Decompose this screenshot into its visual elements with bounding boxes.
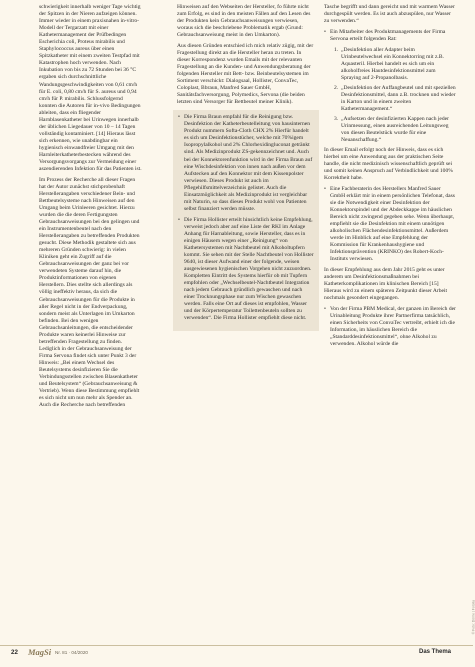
bullet-icon: •	[324, 185, 326, 192]
bullet-icon: •	[324, 28, 326, 35]
text-column-right	[324, 4, 456, 352]
text-column-middle	[177, 4, 315, 337]
list-item: • Ein Mitarbeiter des Produktmanagements der Firma Servona erteilt folgenden Rat:	[324, 28, 446, 42]
paragraph: Tasche begrifft und dann gereicht und mit warmem Wasser durchgespült werden. Es ist auch abzuspülen, nur Wasser zu verwenden.“	[324, 4, 455, 25]
issue-info: Nr. 81 · 04/2020	[55, 649, 88, 655]
page-footer	[0, 645, 473, 660]
list-item: 1. „Desinfektion aller Adapter beim Urinbeutelwechsel ein Konnektorring mit z.B. Aquasteril. Hierbei handelt es sich um ein alkoholfreies Hautdesinfektionsmittel zum Spraying auf 2-Propanolbasis.	[334, 46, 444, 81]
section-title: Das Thema	[418, 649, 451, 655]
list-item: • Die Firma Hollister erteilt hinsichtlich keine Empfehlung, verweist jedoch aber auf eine Liste der RKI im Anlage Anhang für Harnableitung, sowie Hersteller, dass es in einigen Häusern wegen einer „Reinigung“ von Kathetersystemen mit Nachtbeutel mit Alkoholtupfern kommt. Sie sehen mit der Stelle Nachtbeutel von Hollister 9640, ist dieser Aufwand einer der folgende, weisen ausgewiesenen hygienischen Vorgehen nicht zuzuordnen. Kompletten Eintritt des Systems hierfür ob mit Tupfern empfohlen oder „Wechselbeutel-Nachtbeutel Integration nach jedem Gebrauch gründlich gewaschen und nach einer Trocknungsphase nur zum Wischen gewaschen werden. Falls eine Ort auf dieses ist empfohlen, Wasser und der Körpertemperatur Toilettenbeuteln sollten zu verwenden“. Die Firma Hollister empfiehlt diese nicht.	[178, 216, 314, 322]
list-item: 3. „Aufsetzen der desinfizierten Kappen nach jeder Urinmessung, einen ausreichenden Leitungsweg von diesen Beutelstück wurde für eine Neuanschaffung.“	[334, 115, 449, 143]
manufacturer-responses-box	[173, 110, 319, 331]
numbered-list	[334, 47, 456, 144]
paragraph: schwierigkeit innerhalb weniger Tage wichtig der Spitzen in der Nieren aufzeigen können. Immer wieder in einem praxisnahen in-vitro-Modell der Tergarzatt mit einer Kathetermanagement der Prüfbedingen Escherichia coli, Proteus mirabilis und Staphylococcus aureus über einen Spitzkatheter mit einem zweiten Testpfad mit Katastrophen hoch verwenden. Nach Inkubation von bis zu 72 Stunden bei 36 °C ergaben sich durchschnittliche Wandungsgeschwindigkeiten von 0,61 cm/h für E. coli, 0,80 cm/h für S. aureus und 0,94 cm/h für P. mirabilis. Schlussfolgernd konnten die Autoren für in-vivo Bedingungen ableiten, dass ein fliegender Harnblasenkatheter bei Urinwegen innerhalb der üblichen Liegedauer von 10 – 14 Tagen vollständig kontaminiert. [14] Hieraus lässt sich erkennen, wie unabdingbar ein hygienisch einwandfreier Umgang mit den Harnleiterkatheterbestecken während des Versorgungsvorgangs zur Vermeidung einer aszendierenden Infektion für das Patienten ist.	[39, 4, 142, 173]
paragraph: Im Prozess der Recherche all dieser Fragen hat der Autor zunächst stichprobenhaft Herstellerangaben verschiedener Bein- und Bettbeutelsysteme nach Hinweisen auf den Umgang beim Urinleeren gesichtet. Hierzu wurden die die deren Fertigungsten Gebrauchsanweisungen bei den gelingen und ein Instrumentenbeutel nach den Herstellerangaben zu betreffenden Produkten gesucht. Diese Methodik gestaltete sich aus mehreren Gründen schwierig: in vielen Kliniken geht ein Zugriff auf die Gebrauchsanweisungen der ganz bei vor verwendeten Systeme darauf hin, die Produktinformationen von eigenen Herstellern. Dies stellte sich allerdings als völlig ineffektiv heraus, da sich die Gebrauchsanweisungen für die Produkte in aller Regel nicht in der Endverpackung, sondern meist als Unterlagen im Umkarton befinden. Bei den wenigen Gebrauchsanleitungen, die entscheidender Produkte waren keinerlei Hinweise zur betreffenden Fragestellung zu finden. Lediglich in der Gebrauchsanweisung der Firma Servona findet sich unter Punkt 3 der Hinweis: „Bei einem Wechsel des Beutelsystems desinfizieren Sie die Verbindungsstellen zwischen Blasenkatheter und Beutelsystem“ (Gebrauchsanweisung & Vertrieb). Wenn diese Bestimmung empfiehlt es sich nicht um nun mehr als Spender an. Auch die Recherche nach betreffenden	[39, 176, 140, 409]
bullet-icon: •	[178, 114, 180, 121]
magazine-logo: MagSi	[28, 647, 52, 657]
bullet-icon: •	[178, 216, 180, 223]
list-item: • Von der Firma PBM Medical, der ganzen im Bereich der Urinableitung Produkte ihrer Partnerfirma tatsächlich, einen Sicherheits von ConvaTec vertreibt, erhielt ich die Information, im häuslichen Bereich die „Standarddesinfektionsmittel“, ohne Alkohol zu verwenden. Alkohol würde die	[324, 305, 456, 348]
paragraph: Hinweisen auf den Webseiten der Hersteller, fo führte nicht zum Erfolg, es sind in den meisten Fällen auf den Lesen des der Produkten kein Gebrauchsanweisungen verwiesen, woraus sich die beschriebene Problematik ergab (Grund: Gebrauchsanweisung meist in den Umkarton).	[177, 4, 311, 39]
list-item: • Eine Fachberaterin des Herstellers Manfred Sauer GmbH erklärt mir in einem persönlichen Telefonat, dass sie die Notwendigkeit einer Desinfektion der Konnektorspindel und der Abdeckkappe im häuslichen Bereich nicht zwingend gegeben sehe. Wenn überhaupt, empfiehlt sie die Desinfektion mit einem unnötigen alkoholischen Flächendesinfektionsmittel. Außerdem werde im Hinblick auf eine Empfehlung der Kommission für Krankenhaushygiene und Infektionsprävention (KRINKO) des Robert-Koch-Instituts verwiesen.	[324, 185, 455, 263]
list-item: 2. „Desinfektion der Auffangbeutel und mit speziellen Desinfektionsmittel, dann z.B. trocknen und wieder in Karton und in einem zweiten Kathetermanagement.“	[334, 84, 456, 112]
paragraph: Aus diesen Gründen entschied ich mich relativ zügig, mit der Fragestellung direkt an die Hersteller heran zu treten. In dieser Korrespondenz wurden Emails mit der relevanten Fragestellung an die Kunden- und Anwendungsberatung der folgenden Hersteller mit Bett- bzw. Beinbeutelsystemen im Sortiment verschickt: Dialogsaal, Hollister, ConvaTec, Coloplast, Bbraun, Manfred Sauer GmbH, Sanitätsfachversorgung, Polymedics, Servona (die beiden letzten sind Versorger für Bettbeutel meiner Klinik).	[177, 42, 314, 106]
bullet-icon: •	[324, 305, 326, 312]
text-column-left	[39, 4, 142, 413]
paragraph: In dieser Email erfolgt noch der Hinweis, dass es sich hierbei um eine Anwendung aus der praktischen Seite handle, die nicht medizinisch wissenschaftlich geprüft sei und somit keinen Anspruch auf Verbindlichkeit und 100% Korrektheit habe.	[324, 146, 453, 182]
page-number: 22	[11, 649, 18, 656]
paragraph: In dieser Empfehlung aus dem Jahr 2015 geht es unter anderem um Desinfektionsmaßnahmen bei Katheterkomplikationen im klinischen Bereich [15] Hieraus wird zu einem späteren Zeitpunkt dieser Arbeit nochmals gesondert eingegangen.	[324, 266, 448, 302]
list-item: • Die Firma Braun empfahl für die Reinigung bzw. Desinfektion der Katheterbeutelleitung von hausinternen Produkt nummern Softa-Cloth CHX 2% Hierfür handelt es sich um Desinfektionstücher, welche mit 70%igem Isopropylalkohol und 2% Chlorhexidingluconat getränkt sind. Als Medizinprodukt ZS-gekennzeichnet und. Auch bei der Konnektorenfunktion wird in der Firma Braun auf eine Wischdesinfektion von innen nach außen vor dem Aufstecken auf den Konnektor mit dem Kissenpolster verwiesen. Dieses Produkt ist auch im Pflegehilfsmittelverzeichnis gelistet. Auch die Einsatzmöglichkeit als Medizinprodukt ist vergleichbar mit Naturin, so dass dieses Produkt wohl von Patienten selbst finanziert werden müsste.	[178, 114, 313, 212]
photo-credit: © Foto: Dörrie | Fotolia	[471, 600, 475, 635]
